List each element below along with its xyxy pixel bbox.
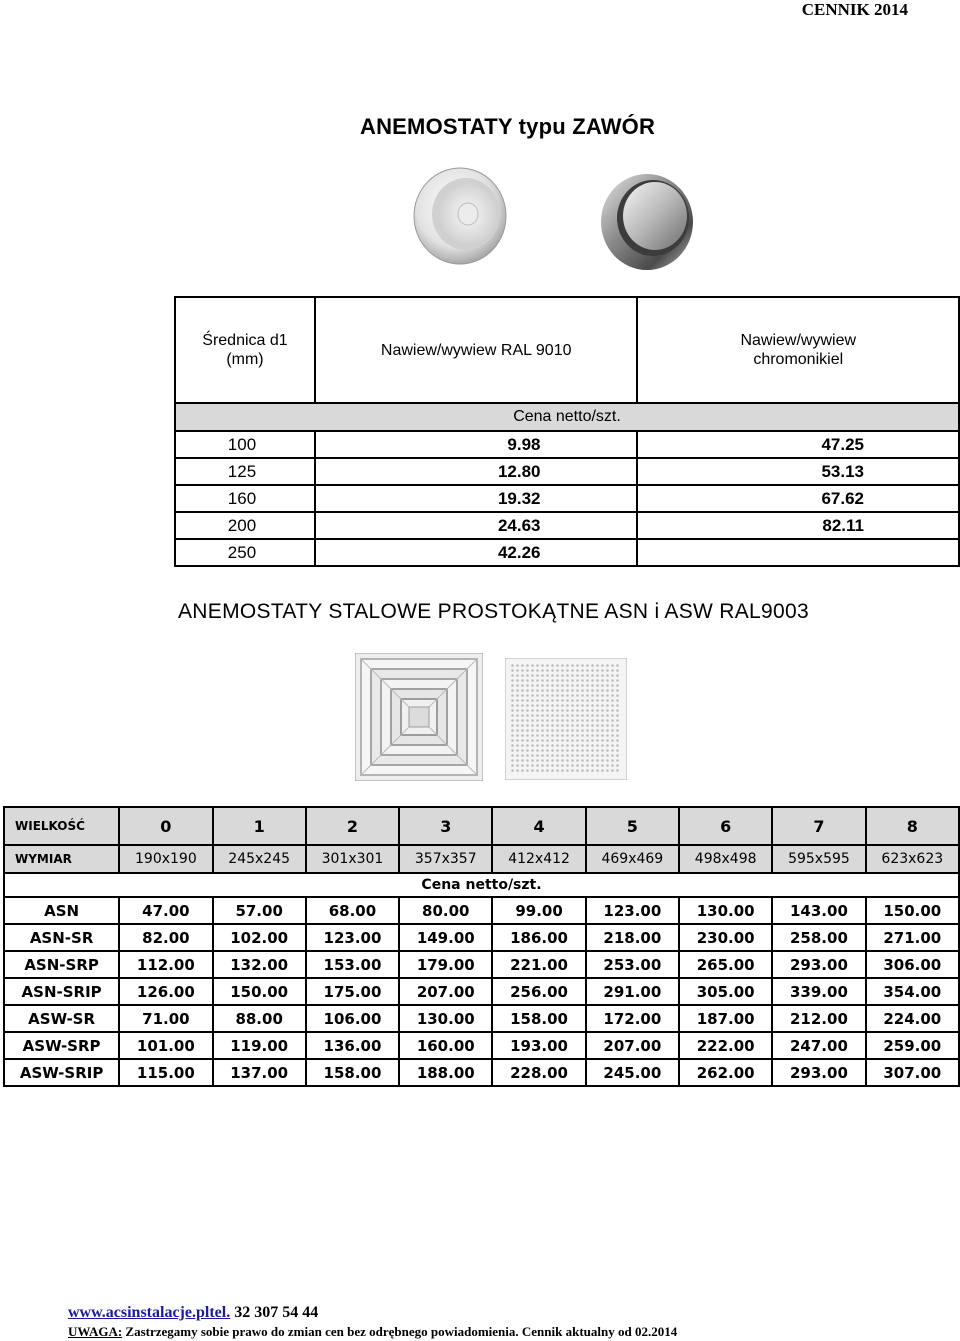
price-cell: 354.00 — [866, 978, 959, 1005]
table-row — [175, 431, 959, 458]
price-cell: 259.00 — [866, 1032, 959, 1059]
price-cell: 126.00 — [119, 978, 212, 1005]
diameter-header-cell — [175, 297, 315, 403]
price-cell: 179.00 — [399, 951, 492, 978]
dimension-row — [4, 845, 959, 873]
chrome-price-cell: 67.62 — [637, 485, 959, 512]
footer-contact — [68, 1304, 318, 1322]
diameter-header-line2: (mm) — [226, 351, 264, 368]
price-cell: 228.00 — [492, 1059, 585, 1086]
chrome-header-cell — [637, 297, 959, 403]
diffuser-price-table — [3, 806, 960, 1087]
dimension-cell: 301x301 — [306, 845, 399, 873]
ral-price-cell: 9.98 — [315, 431, 638, 458]
diameter-cell: 125 — [175, 458, 315, 485]
chrome-header-line1: Nawiew/wywiew — [740, 332, 857, 349]
price-cell: 306.00 — [866, 951, 959, 978]
perforated-grille-image — [505, 658, 627, 780]
size-row — [4, 807, 959, 845]
price-cell: 175.00 — [306, 978, 399, 1005]
page-header: CENNIK 2014 — [801, 0, 908, 19]
valve-table-header-row — [175, 297, 959, 403]
price-cell: 307.00 — [866, 1059, 959, 1086]
product-name-cell: ASW-SR — [4, 1005, 119, 1032]
table-row — [4, 978, 959, 1005]
table-row — [4, 1059, 959, 1086]
price-cell: 130.00 — [679, 897, 772, 924]
dimension-cell: 469x469 — [586, 845, 679, 873]
table-row — [175, 458, 959, 485]
size-cell: 3 — [399, 807, 492, 845]
dimension-cell: 190x190 — [119, 845, 212, 873]
price-cell: 160.00 — [399, 1032, 492, 1059]
size-cell: 5 — [586, 807, 679, 845]
price-cell: 80.00 — [399, 897, 492, 924]
diffuser-cena-row — [4, 873, 959, 897]
ral-price-cell: 12.80 — [315, 458, 638, 485]
diameter-cell: 250 — [175, 539, 315, 566]
price-cell: 186.00 — [492, 924, 585, 951]
diameter-cell: 100 — [175, 431, 315, 458]
price-cell: 188.00 — [399, 1059, 492, 1086]
size-cell: 8 — [866, 807, 959, 845]
ral-header-cell: Nawiew/wywiew RAL 9010 — [315, 297, 638, 403]
dimension-cell: 412x412 — [492, 845, 585, 873]
price-cell: 106.00 — [306, 1005, 399, 1032]
price-cell: 143.00 — [772, 897, 865, 924]
product-name-cell: ASN-SR — [4, 924, 119, 951]
dimension-cell: 357x357 — [399, 845, 492, 873]
section1-title: ANEMOSTATY typu ZAWÓR — [360, 114, 656, 139]
price-cell: 99.00 — [492, 897, 585, 924]
ral-price-cell: 19.32 — [315, 485, 638, 512]
diffuser-cena-cell: Cena netto/szt. — [4, 873, 959, 897]
phone-number: 32 307 54 44 — [230, 1304, 319, 1321]
price-cell: 245.00 — [586, 1059, 679, 1086]
chrome-price-cell — [637, 539, 959, 566]
ral-price-cell: 24.63 — [315, 512, 638, 539]
size-label-cell: WIELKOŚĆ — [4, 807, 119, 845]
diameter-cell: 200 — [175, 512, 315, 539]
dimension-cell: 623x623 — [866, 845, 959, 873]
price-cell: 82.00 — [119, 924, 212, 951]
dimension-cell: 595x595 — [772, 845, 865, 873]
valve-price-table — [174, 296, 960, 567]
diameter-header-line1: Średnica d1 — [202, 332, 288, 349]
table-row — [4, 1005, 959, 1032]
chrome-valve-image — [597, 170, 701, 274]
price-cell: 115.00 — [119, 1059, 212, 1086]
price-cell: 256.00 — [492, 978, 585, 1005]
product-name-cell: ASW-SRIP — [4, 1059, 119, 1086]
size-cell: 2 — [306, 807, 399, 845]
price-cell: 221.00 — [492, 951, 585, 978]
table-row — [4, 1032, 959, 1059]
dimension-cell: 245x245 — [213, 845, 306, 873]
price-cell: 224.00 — [866, 1005, 959, 1032]
price-cell: 305.00 — [679, 978, 772, 1005]
diameter-cell: 160 — [175, 485, 315, 512]
dimension-cell: 498x498 — [679, 845, 772, 873]
price-cell: 136.00 — [306, 1032, 399, 1059]
price-cell: 123.00 — [586, 897, 679, 924]
product-name-cell: ASN — [4, 897, 119, 924]
price-cell: 265.00 — [679, 951, 772, 978]
uwaga-label: UWAGA: — [68, 1324, 123, 1339]
product-name-cell: ASW-SRP — [4, 1032, 119, 1059]
product-name-cell: ASN-SRIP — [4, 978, 119, 1005]
price-cell: 339.00 — [772, 978, 865, 1005]
price-cell: 102.00 — [213, 924, 306, 951]
price-cell: 88.00 — [213, 1005, 306, 1032]
table-row — [175, 539, 959, 566]
chrome-header-line2: chromonikiel — [753, 351, 844, 368]
price-cell: 230.00 — [679, 924, 772, 951]
price-cell: 150.00 — [866, 897, 959, 924]
size-cell: 1 — [213, 807, 306, 845]
price-cell: 119.00 — [213, 1032, 306, 1059]
price-cell: 258.00 — [772, 924, 865, 951]
price-cell: 193.00 — [492, 1032, 585, 1059]
price-cell: 293.00 — [772, 951, 865, 978]
price-cell: 222.00 — [679, 1032, 772, 1059]
dimension-label-cell: WYMIAR — [4, 845, 119, 873]
price-cell: 158.00 — [306, 1059, 399, 1086]
size-cell: 4 — [492, 807, 585, 845]
price-cell: 172.00 — [586, 1005, 679, 1032]
footer-note — [68, 1324, 677, 1340]
price-cell: 212.00 — [772, 1005, 865, 1032]
price-cell: 253.00 — [586, 951, 679, 978]
price-cell: 158.00 — [492, 1005, 585, 1032]
price-cell: 101.00 — [119, 1032, 212, 1059]
price-cell: 291.00 — [586, 978, 679, 1005]
price-cell: 132.00 — [213, 951, 306, 978]
price-cell: 262.00 — [679, 1059, 772, 1086]
price-cell: 137.00 — [213, 1059, 306, 1086]
price-cell: 47.00 — [119, 897, 212, 924]
square-diffuser-image — [355, 653, 483, 781]
price-cell: 207.00 — [586, 1032, 679, 1059]
price-cell: 247.00 — [772, 1032, 865, 1059]
price-cell: 68.00 — [306, 897, 399, 924]
price-cell: 271.00 — [866, 924, 959, 951]
product-name-cell: ASN-SRP — [4, 951, 119, 978]
table-row — [4, 897, 959, 924]
price-cell: 293.00 — [772, 1059, 865, 1086]
price-cell: 153.00 — [306, 951, 399, 978]
uwaga-text: Zastrzegamy sobie prawo do zmian cen bez odrębnego powiadomienia. Cennik aktualny od 02.2014 — [122, 1324, 678, 1339]
chrome-price-cell: 47.25 — [637, 431, 959, 458]
chrome-price-cell: 82.11 — [637, 512, 959, 539]
price-cell: 150.00 — [213, 978, 306, 1005]
size-cell: 7 — [772, 807, 865, 845]
chrome-price-cell: 53.13 — [637, 458, 959, 485]
price-cell: 218.00 — [586, 924, 679, 951]
table-row — [175, 485, 959, 512]
table-row — [175, 512, 959, 539]
ral-price-cell: 42.26 — [315, 539, 638, 566]
section2-title: ANEMOSTATY STALOWE PROSTOKĄTNE ASN i ASW RAL9003 — [178, 600, 809, 623]
price-cell: 149.00 — [399, 924, 492, 951]
size-cell: 6 — [679, 807, 772, 845]
table-row — [4, 924, 959, 951]
price-cell: 123.00 — [306, 924, 399, 951]
white-valve-image — [410, 166, 512, 266]
table-row — [4, 951, 959, 978]
website-link[interactable]: www.acsinstalacje.pl — [68, 1304, 210, 1321]
price-cell: 187.00 — [679, 1005, 772, 1032]
price-cell: 130.00 — [399, 1005, 492, 1032]
valve-cena-cell: Cena netto/szt. — [175, 403, 959, 431]
price-cell: 112.00 — [119, 951, 212, 978]
price-cell: 71.00 — [119, 1005, 212, 1032]
tel-label[interactable]: tel. — [209, 1304, 231, 1321]
size-cell: 0 — [119, 807, 212, 845]
price-cell: 207.00 — [399, 978, 492, 1005]
price-cell: 57.00 — [213, 897, 306, 924]
valve-cena-row — [175, 403, 959, 431]
